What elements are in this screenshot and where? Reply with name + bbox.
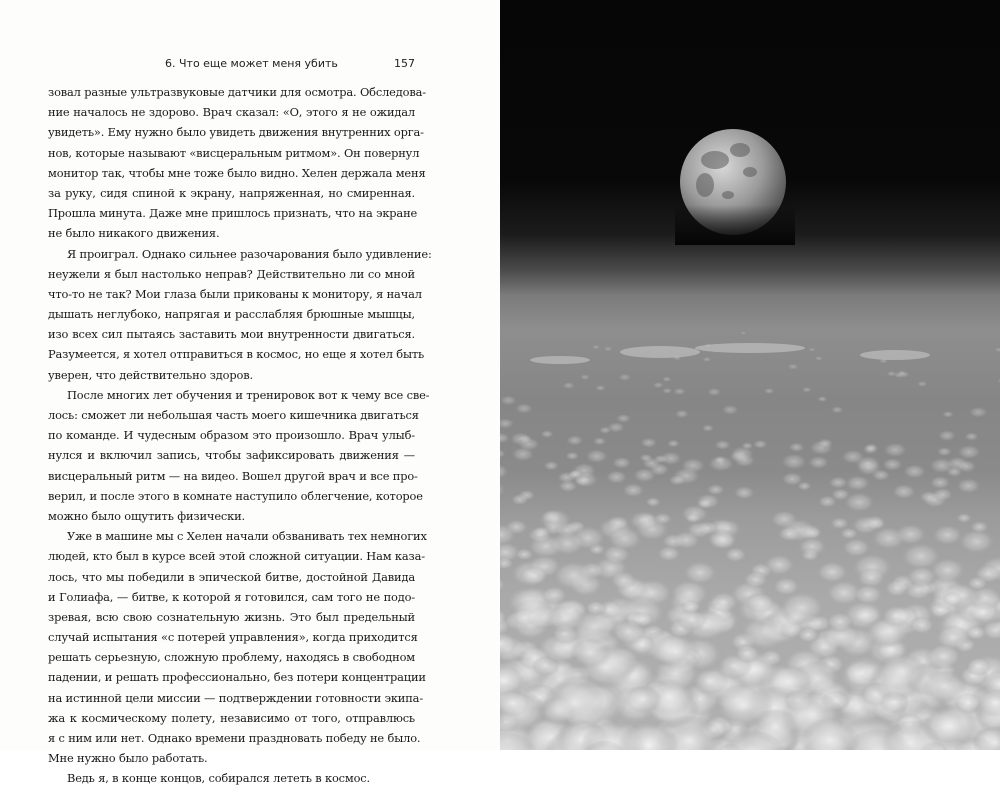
text-line: Уже в машине мы с Хелен начали обзванивать тех немногих (48, 526, 415, 546)
text-line: по команде. И чудесным образом это произошло. Врач улыб- (48, 425, 415, 445)
text-line: и Голиафа, — битве, к которой я готовился, сам того не подо- (48, 587, 415, 607)
text-line: лось: сможет ли небольшая часть моего кишечника двигаться (48, 405, 415, 425)
text-line: падении, и решать профессионально, без потери концентрации (48, 667, 415, 687)
text-line: Ведь я, в конце концов, собирался лететь в космос. (48, 768, 415, 788)
text-line: Разумеется, я хотел отправиться в космос, но еще я хотел быть (48, 344, 415, 364)
text-line: неужели я был настолько неправ? Действительно ли со мной (48, 264, 415, 284)
text-line: решать серьезную, сложную проблему, находясь в свободном (48, 647, 415, 667)
text-line: Я проиграл. Однако сильнее разочарования было удивление: (48, 244, 415, 264)
text-line: что-то не так? Мои глаза были прикованы к монитору, я начал (48, 284, 415, 304)
text-line: уверен, что действительно здоров. (48, 365, 415, 385)
text-line: увидеть». Ему нужно было увидеть движения внутренних орга- (48, 122, 415, 142)
text-line: нулся и включил запись, чтобы зафиксировать движения — (48, 445, 415, 465)
text-line: лось, что мы победили в эпической битве, достойной Давида (48, 567, 415, 587)
text-line: нов, которые называют «висцеральным ритмом». Он повернул (48, 143, 415, 163)
text-line: за руку, сидя спиной к экрану, напряженная, но смиренная. (48, 183, 415, 203)
text-line: зовал разные ультразвуковые датчики для осмотра. Обследова- (48, 82, 415, 102)
text-line: Мне нужно было работать. (48, 748, 415, 768)
text-line: не было никакого движения. (48, 223, 415, 243)
text-line: ние началось не здорово. Врач сказал: «О, этого я не ожидал (48, 102, 415, 122)
text-line: случай испытания «с потерей управления», когда приходится (48, 627, 415, 647)
moon-photo (500, 0, 1000, 750)
text-line: висцеральный ритм — на видео. Вошел другой врач и все про- (48, 466, 415, 486)
cloud-field (500, 332, 1000, 751)
text-line: дышать неглубоко, напрягая и расслабляя брюшные мышцы, (48, 304, 415, 324)
text-line: зревая, всю свою сознательную жизнь. Это был предельный (48, 607, 415, 627)
text-line: монитор так, чтобы мне тоже было видно. Хелен держала меня (48, 163, 415, 183)
left-page (0, 0, 500, 750)
body-text (48, 82, 415, 789)
chapter-title: 6. Что еще может меня убить (165, 57, 338, 70)
text-line: изо всех сил пытаясь заставить мои внутренности двигаться. (48, 324, 415, 344)
moon-over-clouds-photo (500, 0, 1000, 750)
text-line: Прошла минута. Даже мне пришлось признать, что на экране (48, 203, 415, 223)
text-line: на истинной цели миссии — подтверждении готовности экипа- (48, 688, 415, 708)
page-number: 157 (394, 57, 415, 70)
moon (675, 129, 795, 245)
text-line: жа к космическому полету, независимо от того, отправлюсь (48, 708, 415, 728)
text-line: людей, кто был в курсе всей этой сложной ситуации. Нам каза- (48, 546, 415, 566)
text-line: После многих лет обучения и тренировок вот к чему все све- (48, 385, 415, 405)
text-line: можно было ощутить физически. (48, 506, 415, 526)
text-line: верил, и после этого в комнате наступило облегчение, которое (48, 486, 415, 506)
text-line: я с ним или нет. Однако времени праздновать победу не было. (48, 728, 415, 748)
